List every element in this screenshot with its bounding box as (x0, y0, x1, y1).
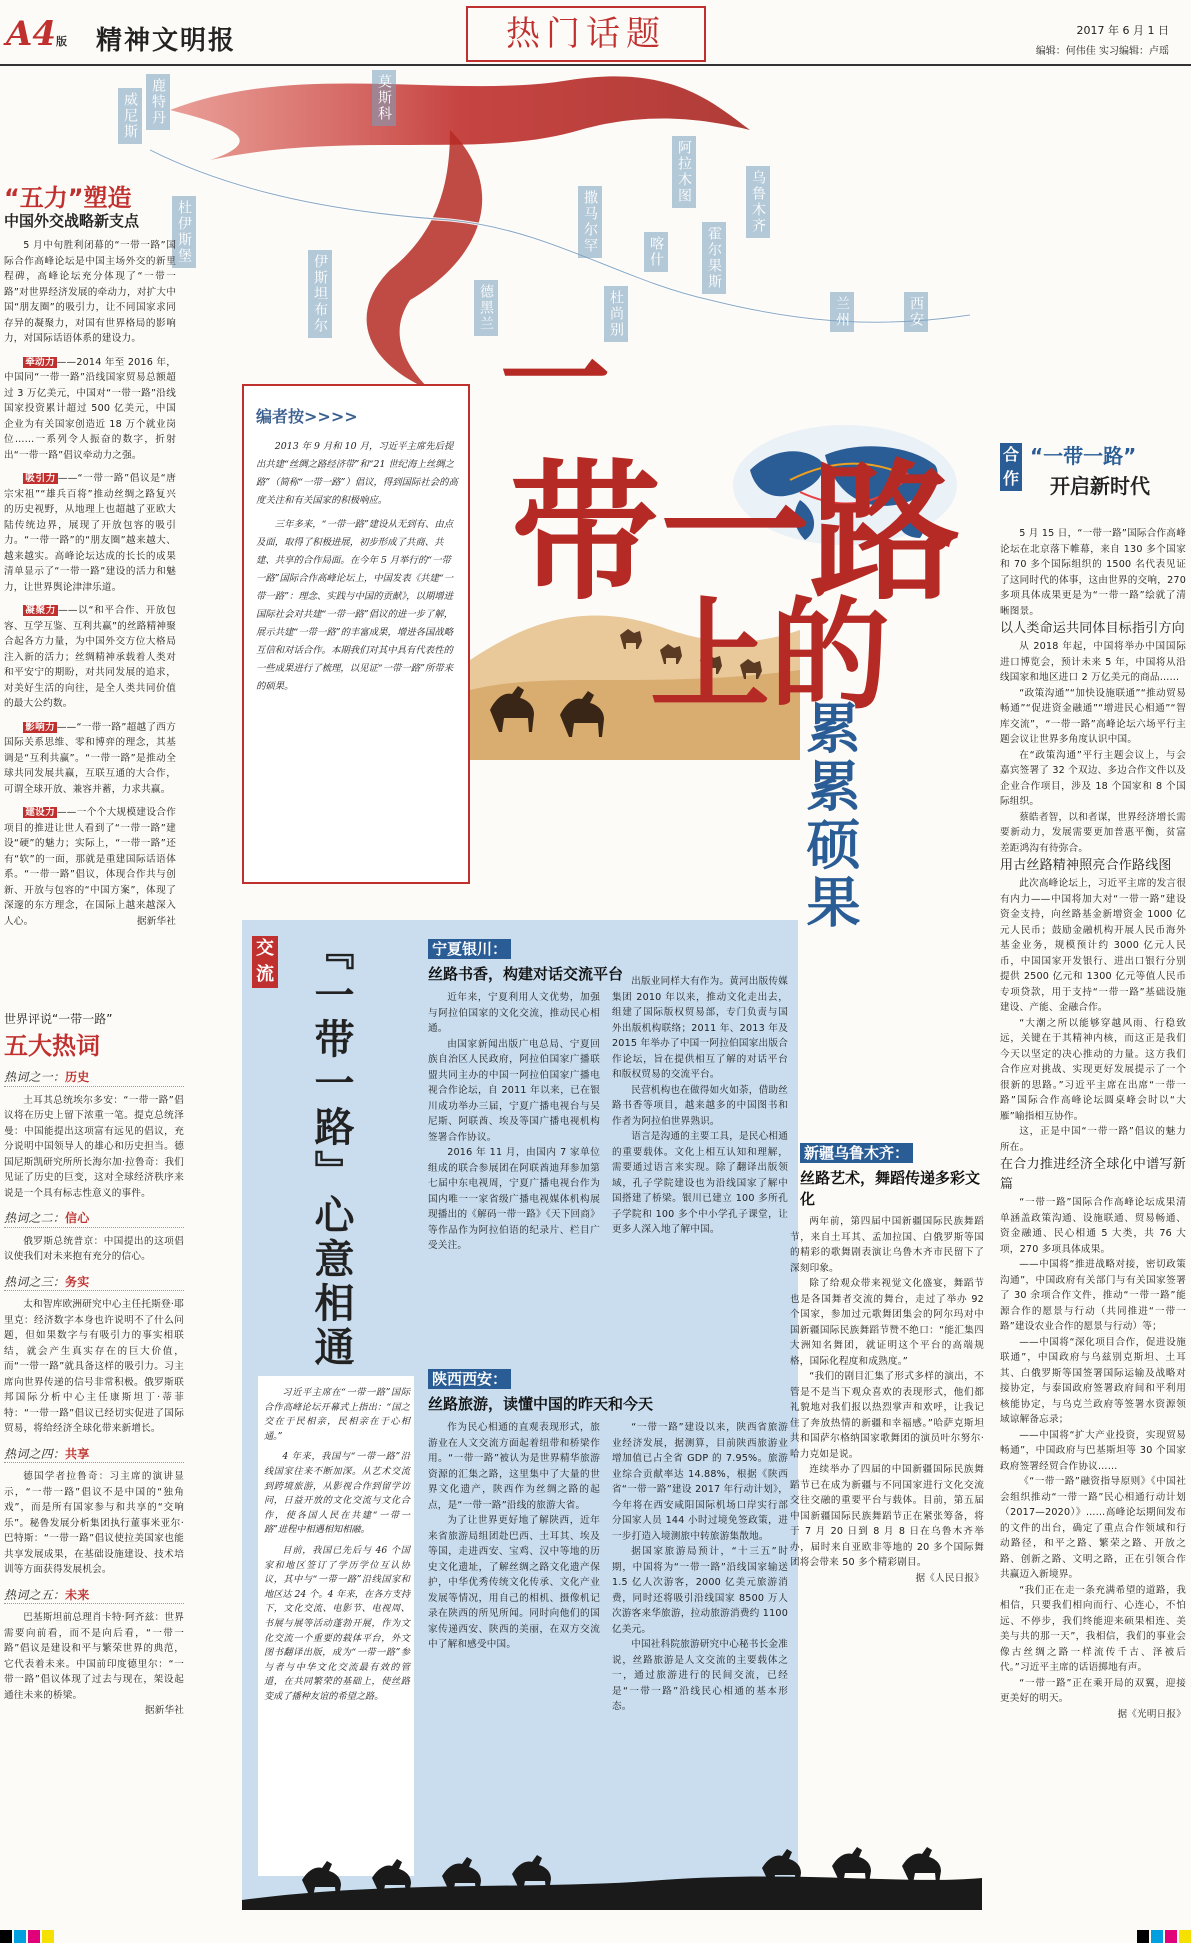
force-keyword: 建设力 (25, 807, 56, 818)
paragraph: 除了给观众带来视觉文化盛宴，舞蹈节也是各国舞者交流的舞台，走过了举办 92 个国家，参加过元歌舞团集会的阿尔玛对中国新疆国际民族舞蹈节赞不绝口：“能汇集四大洲知名舞团，就证明这个平台的高端规格，国际化程度和成熟度。” (790, 1278, 984, 1367)
hot-words-title: 五大热词 (4, 1032, 100, 1060)
five-forces-title: “五力”塑造 (4, 184, 132, 212)
force-keyword: 牵动力 (25, 356, 55, 368)
headline-part-3: 上的 (650, 585, 890, 726)
paragraph: 在“政策沟通”平行主题会议上，与会嘉宾签署了 32 个双边、多边合作文件以及企业合作项目，涉及 18 个国家和 8 个国际组织。 (1000, 749, 1186, 807)
paragraph: 近年来，宁夏利用人文优势，加强与阿拉伯国家的文化交流，推动民心相通。 (428, 992, 600, 1034)
shaanxi-story-header (428, 1368, 653, 1414)
exchange-tag: 交流 (252, 936, 278, 988)
story-location-tag: 新疆乌鲁木齐： (800, 1143, 913, 1163)
force-keyword: 影响力 (25, 721, 55, 733)
five-forces-body (4, 238, 176, 929)
cooperation-body (1000, 526, 1186, 1722)
paragraph: 连续举办了四届的中国新疆国际民族舞蹈节已在成为新疆与不同国家进行文化交流交往交融的重要平台与载体。目前，第五届中国新疆国际民族舞蹈节正在紧张筹备，将于 7 月 20 日到 8 月 8 日在乌鲁木齐举办，届时来自亚欧非等地的 20 多个国际舞团将会带来 50 多个精彩剧目。 (790, 1464, 984, 1568)
force-text: ——“一带一路”倡议是“唐宗宋祖”“雄兵百将”推动丝绸之路复兴的历史视野，从地理上也超越了亚欧大陆传统边界，展现了开放包容的吸引力。“一带一路”的“朋友圈”越来越大、越来越实。高峰论坛达成的长长的成果清单显示了“一带一路”建设的活力和魅力，让世界舆论津津乐道。 (4, 473, 176, 593)
paragraph: 从 2018 年起，中国将举办中国国际进口博览会，预计未来 5 年，中国将从沿线国家和地区进口 2 万亿美元的商品…… (1000, 641, 1186, 683)
route-stop-venice: 威尼斯 (118, 88, 142, 144)
shaanxi-story-col2 (612, 1420, 788, 1715)
route-stop-duisburg: 杜伊斯堡 (172, 196, 196, 268)
print-color-bar (0, 1930, 1191, 1943)
force-text: ——一个个大规模建设合作项目的推进让世人看到了“一带一路”建设“硬”的魅力；实际上，“一带一路”还有“软”的一面，那就是重建国际话语体系。“一带一路”倡议，体现合作共与创新、开放与包容的“中国方案”，体现了深邃的东方理念，在国际上越来越深入人心。 (4, 807, 176, 927)
route-stop-samarkand: 撒马尔罕 (578, 186, 602, 258)
route-stop-istanbul: 伊斯坦布尔 (308, 250, 332, 338)
hot-word-label: 热词之二：信心 (4, 1211, 184, 1228)
paragraph: 据国家旅游局预计，“十三五”时期，中国将为“一带一路”沿线国家输送 1.5 亿人次游客，2000 亿美元旅游消费，同时还将吸引沿线国家 8500 万人次游客来华旅游，拉动旅游消费约 1100 亿美元。 (612, 1546, 788, 1635)
force-item (4, 805, 176, 929)
hot-word-text: 土耳其总统埃尔多安：“一带一路”倡议将在历史上留下浓重一笔。提克总统泽曼：中国能提出这项富有远见的倡议，充分说明中国领导人的雄心和历史担当。德国尼斯凯研究所所长海尔加·拉鲁奇：我们见证了历史的巨变，这对全球经济秩序来说是一个具有标志性意义的事件。 (4, 1094, 184, 1199)
headline-part-4: 累累硕果 (798, 700, 861, 932)
paragraph: ——中国将“深化项目合作，促进设施联通”，中国政府与乌兹别克斯坦、土耳其、白俄罗斯等国签署国际运输及战略对接协定，与泰国政府签署政府间和平利用核能协定，与乌克兰政府等签署水资源领域谅解备忘录； (1000, 1336, 1186, 1425)
editor-note-title: 编者按>>>> (256, 407, 358, 426)
exchange-vertical-title: 『一带一路』心意相通 (308, 930, 354, 1370)
paragraph: “大潮之所以能够穿越风雨、行稳致远，关键在于其精神内核，而这正是我们今天以坚定的决心推动的力量。这方我们合作应对挑战、实现更好发展提示了一个很新的思路。”习近平主席在出席“一带一路”国际合作高峰论坛圆桌峰会时以“大雁”喻指相互协作。 (1000, 1017, 1186, 1122)
route-stop-urumqi: 乌鲁木齐 (746, 166, 770, 238)
ningxia-story-header (428, 938, 623, 984)
story-subtitle: 丝路旅游，读懂中国的昨天和今天 (428, 1395, 654, 1413)
force-text: ——“一带一路”超越了西方国际关系思维、零和博弈的理念，其基调是“互利共赢”。“一带一路”是推动全球共同发展共赢，互联互通的大合作，可谓全球开放、兼容并蓄，力求共赢。 (4, 721, 176, 795)
paragraph: “我们的剧目汇集了形式多样的演出，不管是不是当下观众喜欢的表现形式，他们都礼貌地对我们报以热烈掌声和欢呼，让我记住了奔放热情的新疆和幸福感。”哈萨克斯坦共和国萨尔格纳国家歌舞团的演员叶尔努尔·哈力克如是说。 (790, 1371, 984, 1460)
paragraph: 蔡皓者智，以和者谋，世界经济增长需要新动力，发展需要更加普惠平衡，贫富差距鸿沟有待弥合。 (1000, 811, 1186, 854)
cooperation-subtitle: 开启新时代 (1050, 474, 1150, 498)
paragraph: “一带一路”正在乘开局的双翼，迎接更美好的明天。 (1000, 1677, 1186, 1704)
force-item (4, 603, 176, 712)
editor-note-body (256, 438, 458, 696)
caravan-silhouette (242, 1810, 982, 1910)
section-subhead: 在合力推进经济全球化中谱写新篇 (1000, 1157, 1186, 1192)
cooperation-title: “一带一路” (1030, 444, 1137, 468)
force-item (4, 355, 176, 464)
paragraph: 两年前，第四届中国新疆国际民族舞蹈节，来自土耳其、孟加拉国、白俄罗斯等国的精彩的歌舞剧表演让乌鲁木齐市民留下了深刻印象。 (790, 1216, 984, 1274)
headline-part-1: 一 (500, 315, 610, 444)
section-subhead: 用古丝路精神照亮合作路线图 (1000, 858, 1172, 873)
story-location-tag: 陕西西安： (428, 1369, 511, 1389)
force-keyword: 吸引力 (25, 473, 56, 484)
shaanxi-story-col1 (428, 1420, 600, 1653)
paragraph: 2016 年 11 月，由国内 7 家单位组成的联合参展团在阿联酋迪拜参加第七届中东电视周，宁夏广播电视台作为国内唯一一家省级广播电视媒体机构展现播出的《解码一带一路》《天下回商》等作品作为阿拉伯语的纪录片、栏目广受关注。 (428, 1147, 600, 1251)
editor-credits: 编辑：何伟佳 实习编辑：卢瑶 (1035, 46, 1169, 57)
paragraph: 《“一带一路”融资指导原则》《中国社会组织推动“一带一路”民心相通行动计划（2017—2020）》……高峰论坛期间发布的文件的出台，确定了重点合作领域和行动路径，和平之路、繁荣之路、开放之路、创新之路、文明之路，正在引领合作共赢迈入新境界。 (1000, 1476, 1186, 1580)
paragraph: ——中国将“扩大产业投资，实现贸易畅通”，中国政府与巴基斯坦等 30 个国家政府签署经贸合作协议…… (1000, 1429, 1186, 1472)
force-keyword: 凝聚力 (25, 605, 57, 616)
paragraph: 民营机构也在做得如火如荼，借助丝路书香等项目，越来越多的中国图书和作者为阿拉伯世界熟识。 (612, 1084, 788, 1127)
ningxia-story-col2 (612, 974, 788, 1238)
five-forces-subtitle: 中国外交战略新支点 (4, 212, 140, 230)
paragraph: 出版业同样大有作为。黄河出版传媒集团 2010 年以来，推动文化走出去，组建了国际版权贸易部，专门负责与国外出版机构联络；2011 年、2013 年及 2015 年举办了中国一阿拉伯国家出版合作论坛，旨在提供相互了解的对话平台和版权贸易的交流平台。 (612, 976, 788, 1080)
hot-word-label: 热词之三：务实 (4, 1275, 184, 1292)
exchange-quote (264, 1386, 410, 1704)
force-item (4, 720, 176, 798)
route-stop-moscow: 莫斯科 (372, 70, 396, 126)
quote-paragraph: 4 年来，我国与“一带一路”沿线国家往来不断加深。从艺术交流到跨境旅游，从影视合作到留学访问，日益开放的文化交流与文化合作，使各国人民在共建“一带一路”进程中相遇相知相融。 (264, 1451, 410, 1536)
xinjiang-story-header (800, 1142, 990, 1209)
source-credit: 据《光明日报》 (1117, 1708, 1186, 1720)
hot-word-text: 德国学者拉鲁奇：习主席的演讲显示，“一带一路”倡议不是中国的“独角戏”，而是所有国家参与和共享的“交响乐”。秘鲁发展分析集团执行董事米亚尔·巴特斯：“一带一路”倡议使拉美国家也能共享发展成果，在基础设施建设、技术培训等方面获得发展机会。 (4, 1471, 184, 1575)
five-forces-intro: 5 月中旬胜利闭幕的“一带一路”国际合作高峰论坛是中国主场外交的新里程碑，高峰论坛充分体现了“一带一路”对世界经济发展的牵动力，对扩大中国“朋友圈”的吸引力，让不同国家求同存异的凝聚力，对国有世界格局的影响力，对国际话语体系的建设力。 (4, 240, 176, 344)
story-subtitle: 丝路艺术，舞蹈传递多彩文化 (800, 1169, 981, 1208)
route-stop-tehran: 德黑兰 (474, 280, 498, 336)
section-title: 热门话题 (506, 14, 666, 54)
paragraph: “一带一路”国际合作高峰论坛成果清单涵盖政策沟通、设施联通、贸易畅通、资金融通、民心相通 5 大类，共 76 大项，270 多项具体成果。 (1000, 1197, 1186, 1255)
source-credit: 据新华社 (136, 915, 176, 927)
route-stop-dushanbe: 杜尚别 (604, 286, 628, 342)
route-stop-kashgar: 喀什 (644, 232, 668, 272)
route-stop-rotterdam: 鹿特丹 (146, 74, 170, 130)
route-stop-khorgos: 霍尔果斯 (702, 222, 726, 294)
hot-word-label: 热词之五：未来 (4, 1588, 184, 1605)
force-text: ——以“和平合作、开放包容、互学互鉴、互利共赢”的丝路精神聚合起各方力量，为中国外交方位大格局注入新的活力；丝绸精神承载着人类对和平安宁的期盼，对共同发展的追求，对美好生活的向往，是全人类共同价值的最大公约数。 (4, 605, 176, 709)
headline-part-2: 带一路 (510, 445, 961, 621)
paragraph: 这，正是中国“一带一路”倡议的魅力所在。 (1000, 1126, 1186, 1153)
issue-date: 2017 年 6 月 1 日 (1076, 24, 1169, 37)
header-rule (0, 64, 1191, 66)
paragraph: 中国社科院旅游研究中心秘书长金准说，丝路旅游是人文交流的主要载体之一，通过旅游进行的民间交流，已经是“一带一路”沿线民心相通的基本形态。 (612, 1639, 788, 1712)
paragraph: 语言是沟通的主要工具，是民心相通的重要载体。文化上相互认知和理解，需要通过语言来实现。除了翻译出版领域，孔子学院建设也为沿线国家了解中国搭建了桥梁。银川已建立 100 多所孔子学院和 100 多个中小学孔子课堂，让更多人深入地了解中国。 (612, 1131, 788, 1235)
story-subtitle: 丝路书香，构建对话交流平台 (428, 965, 624, 983)
editor-note-paragraph: 三年多来，“一带一路”建设从无到有、由点及面，取得了积极进展，初步形成了共商、共建、共享的合作局面。在今年 5 月举行的“一带一路”国际合作高峰论坛上，中国发表《共建“一带一路”：理念、实践与中国的贡献》，以期增进国际社会对共建“一带一路”倡议的进一步了解，展示共建“一带一路”的丰富成果，增进各国战略互信和对话合作。本期我们对其中具有代表性的一些成果进行了梳理，以见证“一带一路”所带来的硕果。 (256, 519, 454, 692)
hot-word-label: 热词之四：共享 (4, 1447, 184, 1464)
paragraph: 由国家新闻出版广电总局、宁夏回族自治区人民政府，阿拉伯国家广播联盟共同主办的中国一阿拉伯国家广播电视合作论坛，自 2011 年以来，已在银川成功举办三届，宁夏广播电视台与吴尼斯、阿联酋、埃及等国广播电视机构签署合作协议。 (428, 1038, 600, 1143)
hot-word-label: 热词之一：历史 (4, 1070, 184, 1087)
quote-paragraph: 习近平主席在“一带一路”国际合作高峰论坛开幕式上指出：“国之交在于民相亲，民相亲在于心相通。” (264, 1387, 410, 1442)
paragraph: “一带一路”建设以来，陕西省旅游业经济发展，据测算，目前陕西旅游业增加值已占全省 GDP 的 7.95%。旅游业综合贡献率达 14.88%，根据《陕西省“一带一路”建设 2017 年行动计划》，今年将在西安咸阳国际机场口岸实行部分国家人员 144 小时过境免签政策，进一步打造入境测旅中转旅游集散地。 (612, 1422, 788, 1542)
source-credit: 据新华社 (144, 1705, 184, 1716)
paragraph: ——中国将“推进战略对接，密切政策沟通”，中国政府有关部门与有关国家签署了 30 余项合作文件，推动“一带一路”能源合作的愿景与行动（共同推进“一带一路”建设农业合作的愿景与行动）等； (1000, 1259, 1186, 1332)
hot-word-text: 巴基斯坦前总理肖卡特·阿齐兹：世界需要向前看，而不是向后看，“一带一路”倡议是建设和平与繁荣世界的典范，它代表着未来。中国前印度德里尔：“一带一路”倡议体现了过去与现在，架设起通往未来的桥梁。 (4, 1612, 184, 1701)
paragraph: 此次高峰论坛上，习近平主席的发言很有内力——中国将加大对“一带一路”建设资金支持，向丝路基金新增资金 1000 亿元人民币；鼓励金融机构开展人民币海外基金业务，规模预计约 3000 亿元人民币，中国国家开发银行、进出口银行分别提供 2500 亿元和 1300 亿元等值人民币专项贷款，用于支持“一带一路”基础设施建设、产能、金融合作。 (1000, 878, 1186, 1013)
route-stop-almaty: 阿拉木图 (672, 136, 696, 208)
force-item (4, 471, 176, 595)
editor-note-paragraph: 2013 年 9 月和 10 月，习近平主席先后提出共建“丝绸之路经济带”和“21 世纪海上丝绸之路”（简称“一带一路”）倡议，得到国际社会的高度关注和有关国家的积极响应。 (256, 441, 458, 506)
paragraph: 作为民心相通的直观表现形式，旅游业在人文交流方面起着纽带和桥梁作用。“一带一路”被认为是世界精华旅游资源的汇集之路，这里集中了大量的世界文化遗产，陕西作为丝绸之路的起点，是“一带一路”沿线的旅游大省。 (428, 1422, 600, 1511)
page-number: A4版 (6, 14, 68, 54)
hot-word-text: 太和智库欧洲研究中心主任托斯登·耶里克：经济数字本身也许说明不了什么问题，但如果数字与有吸引力的事实相联结，就会产生真实存在的巨大价值，而“一带一路”就具备这样的吸引力。习主席向世界传递的信号非常积极。俄罗斯联邦国际分析中心主任康斯坦丁·蒂菲特：“一带一路”倡议已经切实促进了国际贸易，将给经济全球化带来新增长。 (4, 1299, 184, 1434)
cooperation-intro: 5 月 15 日，“一带一路”国际合作高峰论坛在北京落下帷幕，来自 130 多个国家和 70 多个国际组织的 1500 名代表见证了这同时代的体事，这由世界的交响，270 多项具体成果更是为“一带一路”绘就了清晰图景。 (1000, 528, 1186, 617)
paragraph: 为了让世界更好地了解陕西，近年来省旅游局组团赴巴西、土耳其、埃及等国，走进西安、宝鸡、汉中等地的历史文化遗址，了解丝绸之路文化遗产保护，中华优秀传统文化传承、文化产业发展等情况，用自己的相机、摄像机记录在陕西的所见所闻。同时向他们的国家传递西安、陕西的美丽，在双方交流中了解和感受中国。 (428, 1515, 600, 1650)
route-stop-xian: 西安 (904, 292, 928, 332)
force-text: ——2014 年至 2016 年，中国同“一带一路”沿线国家贸易总额超过 3 万亿美元，中国对“一带一路”沿线国家投资累计超过 500 亿美元，中国企业为有关国家创造近 18 万个就业岗位……一系列令人振奋的数字，折射出“一带一路”倡议牵动力之强。 (4, 356, 176, 461)
paragraph: “政策沟通”“加快设施联通”“推动贸易畅通”“促进资金融通”“增进民心相通”“智库交流”，“一带一路”高峰论坛六场平行主题会议让世界多角度认识中国。 (1000, 687, 1186, 745)
route-stop-lanzhou: 兰州 (830, 292, 854, 332)
paragraph: “我们正在走一条充满希望的道路，我相信，只要我们相向而行、心连心，不怕远、不停步，我们终能迎来硕果相连、美美与共的那一天”，我相信，我们的事业会像古丝绸之路一样流传千古、泽被后代。”习近平主席的话语掷地有声。 (1000, 1584, 1186, 1673)
ningxia-story-col1 (428, 990, 600, 1254)
source-credit: 据《人民日报》 (915, 1572, 984, 1584)
cooperation-tag: 合作 (1000, 443, 1022, 491)
xinjiang-story-body (790, 1214, 984, 1586)
hot-words-kicker: 世界评说“一带一路” (4, 1012, 113, 1026)
hot-words-body (4, 1066, 184, 1719)
section-subhead: 以人类命运共同体目标指引方向 (1000, 621, 1185, 636)
quote-paragraph: 目前，我国已先后与 46 个国家和地区签订了学历学位互认协议，其中与“一带一路”沿线国家和地区达 24 个。4 年来，在各方支持下，文化交流、电影节、电视周、书展与展等活动蓬勃开展，作为文化交流一个重要的载体平台，外文图书翻译出版，成为“一带一路”参与者与中华文化交流最有效的管道，在共同繁荣的基础上，使丝路变成了播种友谊的希望之路。 (264, 1544, 410, 1702)
hot-word-text: 俄罗斯总统普京：中国提出的这项倡议使我们对未来抱有充分的信心。 (4, 1235, 184, 1262)
story-location-tag: 宁夏银川： (428, 939, 511, 959)
newspaper-name: 精神文明报 (96, 26, 237, 56)
